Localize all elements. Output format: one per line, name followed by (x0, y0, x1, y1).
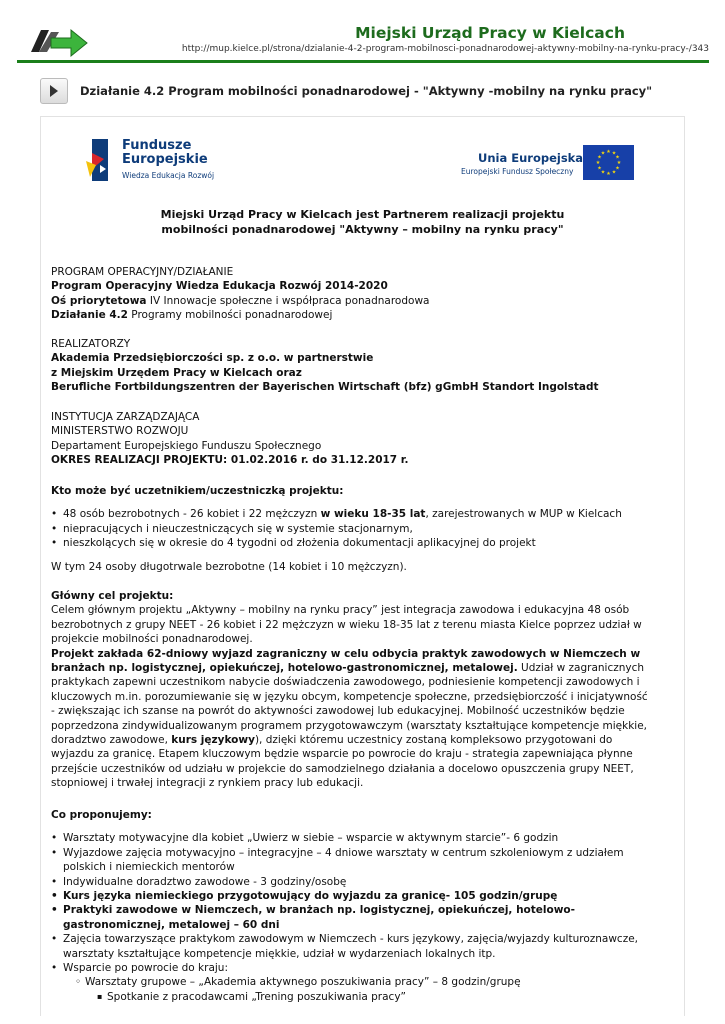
program-action (51, 308, 691, 322)
realizer-line2: z Miejskim Urzędem Pracy w Kielcach oraz (51, 366, 302, 379)
partner-heading-line2: mobilności ponadnarodowej "Aktywny – mobilny na rynku pracy" (161, 223, 564, 236)
header-divider (17, 60, 709, 63)
article-title: Działanie 4.2 Program mobilności ponadnarodowej - "Aktywny -mobilny na rynku pracy" (80, 84, 653, 98)
svg-text:★: ★ (600, 150, 606, 157)
list-item: • Kurs języka niemieckiego przygotowujący do wyjazdu za granicę- 105 godzin/grupę (51, 889, 661, 903)
participants-note: W tym 24 osoby długotrwale bezrobotne (14 kobiet i 10 mężczyzn). (51, 560, 407, 573)
participants-section (51, 484, 691, 574)
goal-bold-trip: Projekt zakłada 62-dniowy wyjazd zagraniczny w celu odbycia praktyk zawodowych w Niemczech w branżach np. logistycznej, opiekuńczej, hotelowo-gastronomicznej, metalowej. (51, 647, 641, 675)
participants-item1-age: w wieku 18-35 lat (320, 508, 426, 521)
article-header (40, 78, 700, 106)
offer-section (51, 808, 661, 1004)
action-label: Działanie 4.2 (51, 309, 128, 322)
ue-logo-subtitle: Europejski Fundusz Społeczny (461, 167, 574, 176)
mup-arrow-logo-icon[interactable] (27, 24, 89, 58)
list-item: • niepracujących i nieuczestniczących się w systemie stacjonarnym, (51, 522, 691, 536)
svg-text:★: ★ (611, 169, 617, 176)
svg-text:★: ★ (611, 150, 617, 157)
list-item: • Zajęcia towarzyszące praktykom zawodowym w Niemczech - kurs językowy, zajęcia/wyjazdy kulturoznawcze, warsztaty kształtujące kompetencje miękkie, udział w wydarzeniach lokalnych itp. (51, 932, 661, 961)
institution-section (51, 410, 691, 468)
list-item (51, 961, 661, 1004)
priority-axis-value: IV Innowacje społeczne i współpraca ponadnarodowa (146, 294, 430, 307)
svg-text:★: ★ (606, 149, 611, 155)
svg-text:★: ★ (600, 169, 606, 176)
realizers-heading: REALIZATORZY (51, 338, 131, 350)
goal-text2: Udział w zagranicznych praktykach zapewni uczestnikom nabycie doświadczenia zawodowego, podniesienie kompetencji zawodowych i kluczowych m.in. porozumiewanie się w języku obcym, kompetencje społeczne, przedsiębiorczość i inicjatywność - zwiększając ich szanse na powrót do aktywności zawodowej lub edukacyjnej. Mobilność uczestników będzie poprzedzona zindywidualizowanym programem przygotowawczym (warsztaty kształtujące kompetencje miękkie, doradztwo zawodowe, (51, 662, 648, 747)
fe-logo-text (122, 139, 208, 167)
participants-item1-rest: , zarejestrowanych w MUP w Kielcach (425, 508, 622, 521)
ue-logo-title: Unia Europejska (478, 151, 584, 165)
svg-text:★: ★ (597, 165, 602, 172)
realizers-section (51, 337, 691, 395)
fundusze-europejskie-mark-icon (86, 139, 116, 181)
institution-ministry: MINISTERSTWO ROZWOJU (51, 425, 189, 438)
list-item: • Warsztaty motywacyjne dla kobiet „Uwierz w siebie – wsparcie w aktywnym starcie”- 6 godzin (51, 831, 661, 845)
article-arrow-button[interactable] (40, 78, 68, 104)
svg-text:★: ★ (615, 154, 620, 161)
eu-flag-icon (583, 145, 634, 180)
offer-list (51, 831, 661, 1004)
goal-heading: Główny cel projektu: (51, 590, 174, 602)
program-heading: PROGRAM OPERACYJNY/DZIAŁANIE (51, 266, 234, 278)
fe-logo-line2: Europejskie (122, 152, 208, 167)
institution-heading: INSTYTUCJA ZARZĄDZAJĄCA (51, 411, 200, 423)
site-header (17, 14, 709, 62)
list-item (75, 975, 661, 1004)
offer-support-label: Wsparcie po powrocie do kraju: (63, 962, 228, 975)
program-name: Program Operacyjny Wiedza Edukacja Rozwój 2014-2020 (51, 280, 388, 293)
svg-text:★: ★ (616, 160, 622, 166)
site-title: Miejski Urząd Pracy w Kielcach (355, 24, 625, 42)
participants-list (51, 507, 691, 550)
realizer-line3: Berufliche Fortbildungszentren der Bayerischen Wirtschaft (bfz) gGmbH Standort Ingolstadt (51, 381, 599, 394)
list-item: ▪ Spotkanie z pracodawcami „Trening poszukiwania pracy” (97, 990, 661, 1004)
fe-logo-line1: Fundusze (122, 138, 192, 153)
offer-sublist (75, 975, 661, 1004)
priority-axis-label: Oś priorytetowa (51, 294, 147, 307)
participants-heading: Kto może być uczetnikiem/uczestniczką projektu: (51, 485, 344, 497)
goal-text3: ), dzięki któremu uczestnicy zostaną kompleksowo przygotowani do wyjazdu za granicę. Etapem kluczowym będzie wsparcie po powrocie do kraju - strategia zapewniająca płynne przejście uczestników od udziału w projekcie do samodzielnego działania a docelowo opuszczenia grupy NEET, stopniowej i trwałej integracji z rynkiem pracy lub edukacji. (51, 734, 634, 790)
list-item (51, 507, 691, 521)
goal-bold-course: kurs językowy (171, 734, 255, 747)
list-item: • Praktyki zawodowe w Niemczech, w branżach np. logistycznej, opiekuńczej, hotelowo-gastronomicznej, metalowej – 60 dni (51, 903, 661, 932)
institution-department: Departament Europejskiego Funduszu Społecznego (51, 439, 322, 452)
offer-subsublist (97, 990, 661, 1004)
svg-text:★: ★ (595, 160, 601, 166)
partner-heading-line1: Miejski Urząd Pracy w Kielcach jest Partnerem realizacji projektu (160, 208, 565, 221)
svg-text:★: ★ (606, 171, 611, 177)
priority-axis (51, 294, 691, 308)
list-item: • Wyjazdowe zajęcia motywacyjno – integracyjne – 4 dniowe warsztaty w centrum szkoleniowym z udziałem polskich i niemieckich mentorów (51, 846, 661, 875)
action-value: Programy mobilności ponadnarodowej (127, 309, 333, 322)
svg-text:★: ★ (615, 165, 620, 172)
program-section (51, 265, 691, 323)
funding-logos (86, 137, 646, 187)
partner-heading (60, 207, 665, 237)
list-item: • Indywidualne doradztwo zawodowe - 3 godziny/osobę (51, 875, 661, 889)
offer-sub-item: Warsztaty grupowe – „Akademia aktywnego poszukiwania pracy” – 8 godzin/grupę (85, 976, 521, 989)
goal-details (51, 647, 651, 791)
realizer-line1: Akademia Przedsiębiorczości sp. z o.o. w partnerstwie (51, 352, 374, 365)
svg-text:★: ★ (597, 154, 602, 161)
fe-logo-subtitle: Wiedza Edukacja Rozwój (122, 171, 215, 180)
goal-section (51, 589, 651, 791)
offer-heading: Co proponujemy: (51, 809, 152, 821)
project-period: OKRES REALIZACJI PROJEKTU: 01.02.2016 r. do 31.12.2017 r. (51, 454, 409, 467)
page-url[interactable]: http://mup.kielce.pl/strona/dzialanie-4-2-program-mobilnosci-ponadnarodowej-aktywny-mobilny-na-rynku-pracy-/343 (181, 44, 709, 54)
participants-item1-text: 48 osób bezrobotnych - 26 kobiet i 22 mężczyzn (63, 508, 321, 521)
arrow-right-icon (49, 85, 59, 97)
list-item: • nieszkolących się w okresie do 4 tygodni od złożenia dokumentacji aplikacyjnej do projekt (51, 536, 691, 550)
goal-text: Celem głównym projektu „Aktywny – mobilny na rynku pracy” jest integracja zawodowa i edukacyjna 48 osób bezrobotnych z grupy NEET - 26 kobiet i 22 mężczyzn w wieku 18-35 lat z terenu miasta Kielce poprzez udział w projekcie mobilności ponadnarodowej. (51, 604, 642, 646)
